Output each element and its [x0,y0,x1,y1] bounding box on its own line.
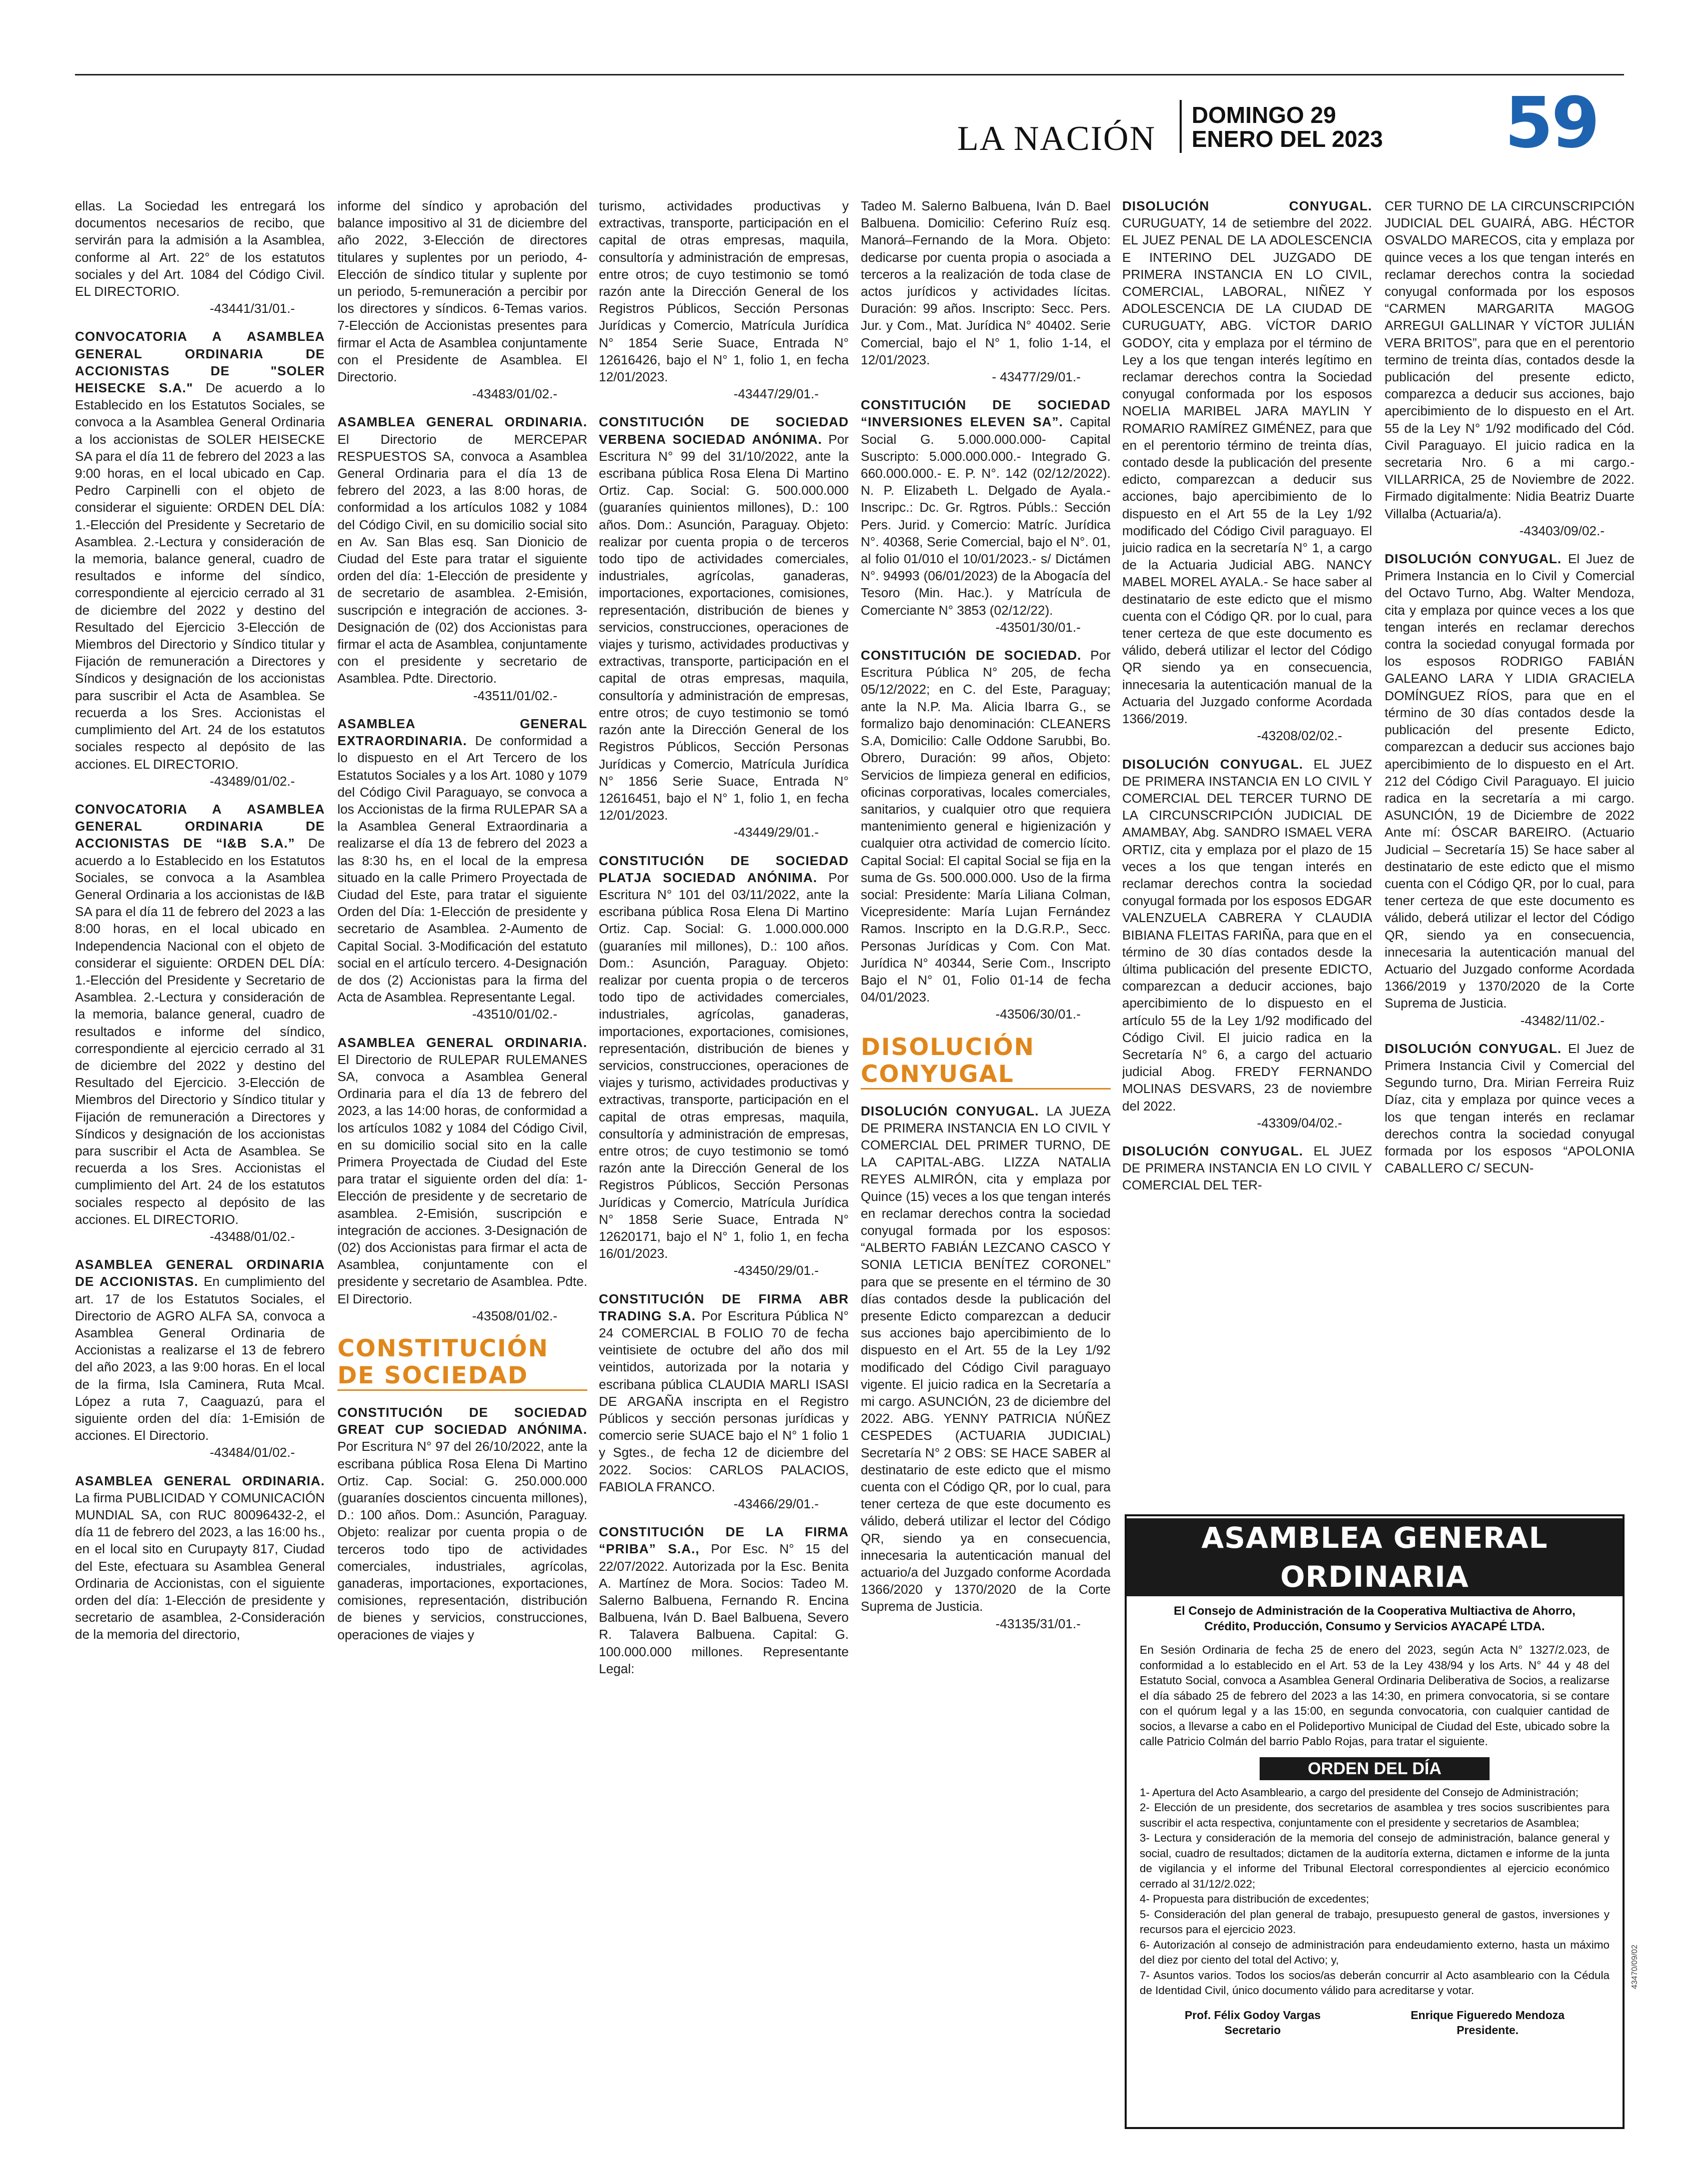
dateline-day: DOMINGO 29 [1192,102,1336,128]
notice-reference: -43483/01/02.- [472,386,557,402]
notice-reference: -43488/01/02.- [209,1228,295,1244]
dateline-date: ENERO DEL 2023 [1192,126,1383,152]
ad-agenda-title: ORDEN DEL DÍA [1260,1757,1490,1780]
ad-agenda-list [1140,1785,1610,1999]
notice-headline: DISOLUCIÓN CONYUGAL. [1122,756,1304,772]
notice-body: Por Escritura Pública N° 24 COMERCIAL B FOLIO 70 de fecha veintisiete de octubre del año dos mil veintidos, autorizada por la notaria y escribana pública CLAUDIA MARLI ISASI DE ARGAÑA inscripta en el Registro Públicos y sección personas jurídicas y comercio serie SUACE bajo el N° 1 folio 1 y Sgtes., de fecha 12 de diciembre del 2022. Socios: CARLOS PALACIOS, FABIOLA FRANCO. [599,1308,849,1494]
notice-text [1122,1142,1372,1194]
ad-signatures [1140,2008,1610,2038]
notice-headline: CONSTITUCIÓN DE FIRMA ABR TRADING S.A. [599,1291,849,1323]
signature-role: Presidente. [1457,2023,1519,2037]
legal-notice [75,801,325,1245]
notice-headline: CONSTITUCIÓN DE SOCIEDAD PLATJA SOCIEDAD ANÓNIMA. [599,853,849,885]
notice-body: El Directorio de RULEPAR RULEMANES SA, convoca a Asamblea General Ordinaria para el día 13 de febrero del 2023, a las 14:00 horas, de conformidad a los artículos 1082 y 1084 del Código Civil, en su domicilio social sito en la calle Primera Proyectada de Ciudad del Este para tratar el siguiente orden del día: 1-Elección de presidente y de secretario de asamblea. 2-Emisión, suscripción e integración de acciones. 3-Designación de (02) dos Accionistas para firmar el acta de Asamblea, conjuntamente con el presidente y secretario de Asamblea. Pdte. El Directorio. [337,1052,587,1306]
signature-name: Prof. Félix Godoy Vargas [1184,2008,1321,2022]
notice-reference: -43449/29/01.- [733,825,819,840]
ad-agenda-item: 3- Lectura y consideración de la memoria del consejo de administración, balance general y social, cuadro de resultados; dictamen de la auditoría externa, dictamen e informe de la junta de vigilancia y el informe del Tribunal Electoral correspondientes al ejercicio económico cerrado al 31/12/2.022; [1140,1832,1610,1890]
legal-notice [75,197,325,317]
assembly-advertisement [1125,1514,1625,2129]
notice-text [337,1404,587,1643]
notice-reference: -43441/31/01.- [209,301,295,316]
notice-body: ellas. La Sociedad les entregará los documentos necesarios de recibo, que servirán para la admisión a la Asamblea, conforme al Art. 22° de los estatutos sociales y del Art. 1084 del Código Civil. EL DIRECTORIO. [75,198,325,299]
notice-body: CURUGUATY, 14 de setiembre del 2022. EL JUEZ PENAL DE LA ADOLESCENCIA E INTERINO DEL JUZGADO DE PRIMERA INSTANCIA EN LO CIVIL, COMERCIAL, LABORAL, NIÑEZ Y ADOLESCENCIA DE LA CIUDAD DE CURUGUATY, ABG. VÍCTOR DARIO GODOY, cita y emplaza por el término de Ley a los que tengan interés legítimo en reclamar derechos contra la Sociedad conyugal conformada por los esposos NOELIA MARIBEL JARA MAYLIN Y ROMARIO RAMÍREZ GIMÉNEZ, para que en el perentorio término de treinta días, contado desde la publicación del presente edicto, comparezcan a deducir sus acciones, bajo apercibimiento de lo dispuesto en el Art 55 de la Ley 1/92 modificado del Código Civil paraguayo. El juicio radica en la secretaría N° 1, a cargo de la Actuaria Judicial ABG. NANCY MABEL MOREL AYALA.- Se hace saber al destinatario de este edicto que el mismo cuenta con el Código QR. por lo cual, para tener certeza de que este documento es válido, deberá utilizar el lector del Código QR siendo ya en consecuencia, innecesaria la autenticación manual de la Actuaria del Juzgado conforme Acordada 1366/2019. [1122,215,1372,727]
notice-text [75,1472,325,1643]
notice-reference: -43489/01/02.- [209,773,295,789]
notice-body: LA JUEZA DE PRIMERA INSTANCIA EN LO CIVIL Y COMERCIAL DEL PRIMER TURNO, DE LA CAPITAL-ABG. LIZZA NATALIA REYES ALMIRÓN, cita y emplaza por Quince (15) veces a los que tengan interés en reclamar derechos contra la sociedad conyugal formada por los esposos: “ALBERTO FABIÁN LEZCANO CASCO Y SONIA LETICIA BENÍTEZ CORONEL” para que se presente en el término de 30 días contados desde la publicación del presente Edicto comparezcan a deducir sus acciones bajo apercibimiento de lo dispuesto en el Art. 55 de la Ley 1/92 modificado del Código Civil paraguayo vigente. El juicio radica en la Secretaría a mi cargo. ASUNCIÓN, 23 de diciembre del 2022. ABG. YENNY PATRICIA NÚÑEZ CESPEDES (ACTUARIA JUDICIAL) Secretaría N° 2 OBS: SE HACE SABER al destinatario de este edicto que el mismo cuenta con el Código QR, por lo cual, para tener certeza de que este documento es válido, deberá utilizar el lector del Código QR, siendo ya en consecuencia, innecesaria la autenticación manual del actuario/a del Juzgado conforme Acordada 1366/2020 y 1370/2020 de la Corte Suprema de Justicia. [861,1103,1111,1614]
column-6 [1385,197,1635,1502]
notice-text [75,801,325,1228]
notice-text [1385,1040,1635,1177]
notice-reference: - 43477/29/01.- [992,369,1081,385]
legal-notice [861,396,1111,636]
notice-reference: -43447/29/01.- [733,386,819,402]
notice-body: De conformidad a lo dispuesto en el Art Tercero de los Estatutos Sociales y a los Art. 1080 y 1079 del Código Civil Paraguayo, se convoca a los Accionistas de la firma RULEPAR SA a la Asamblea General Extraordinaria a realizarse el día 13 de febrero del 2023 a las 8:30 hs, en el local de la empresa situado en la calle Primero Proyectada de Ciudad del Este, para tratar el siguiente Orden del Día: 1-Elección de presidente y secretario de Asamblea. 2-Aumento de Capital Social. 3-Modificación del estatuto social en el artículo tercero. 4-Designación de dos (2) Accionistas para la firma del Acta de Asamblea. Representante Legal. [337,733,587,1005]
legal-notice [1122,1142,1372,1194]
notice-reference: -43208/02/02.- [1257,728,1342,744]
ad-organization: El Consejo de Administración de la Cooperativa Multiactiva de Ahorro, Crédito, Producción, Consumo y Servicios AYACAPÉ LTDA. [1174,1604,1576,1633]
notice-text [337,715,587,1006]
notice-reference: -43484/01/02.- [209,1445,295,1460]
legal-notice [337,1404,587,1643]
notice-headline: DISOLUCIÓN CONYUGAL. [1385,551,1562,567]
ad-body: En Sesión Ordinaria de fecha 25 de enero del 2023, según Acta N° 1327/2.023, de conformidad a lo establecido en el Art. 53 de la Ley 438/94 y los Arts. N° 44 y 48 del Estatuto Social, convoca a Asamblea General Ordinaria Deliberativa de Socios, a realizarse el día sábado 25 de febrero del 2023 a las 14:30, en primera convocatoria, si se contare con el quórum legal y a las 15:00, en segunda convocatoria, con cualquier cantidad de socios, a llevarse a cabo en el Polideportivo Municipal de Ciudad del Este, ubicado sobre la calle Patricio Colmán del barrio Pablo Rojas, para tratar el siguiente. [1140,1643,1610,1748]
notice-text [1122,197,1372,727]
notice-text [1122,756,1372,1114]
notice-text [861,396,1111,619]
legal-notice [599,1523,849,1677]
notice-body: informe del síndico y aprobación del balance impositivo al 31 de diciembre del año 2022, 3-Elección de directores titulares y suplentes por un periodo, 4-Elección de síndico titular y suplente por un periodo, 5-remuneración a percibir por los directores y síndicos. 6-Temas varios. 7-Elección de Accionistas presentes para firmar el Acta de Asamblea conjuntamente con el Presidente de Asamblea. El Directorio. [337,198,587,385]
notice-reference: -43508/01/02.- [472,1308,557,1323]
notice-headline: DISOLUCIÓN CONYUGAL. [1122,1143,1304,1158]
notice-text [599,197,849,385]
ad-agenda-item: 1- Apertura del Acto Asambleario, a cargo del presidente del Consejo de Administración; [1140,1786,1579,1799]
legal-notice [599,852,849,1279]
notice-body: En cumplimiento del art. 17 de los Estatutos Sociales, el Directorio de AGRO ALFA SA, convoca a Asamblea General Ordinaria de Accionistas a realizarse el 13 de febrero del año 2023, a las 9:00 horas. En el local de la firma, Isla Caminera, Ruta Mcal. López a ruta 7, Caaguazú, para el siguiente orden del día: 1-Emisión de acciones. El Directorio. [75,1274,325,1443]
notice-headline: CONSTITUCIÓN DE SOCIEDAD. [861,648,1082,663]
page-header [0,0,1699,170]
notice-headline: CONVOCATORIA A ASAMBLEA GENERAL ORDINARIA DE ACCIONISTAS DE "SOLER HEISECKE S.A." [75,329,325,396]
section-heading-text: CONSTITUCIÓN DE SOCIEDAD [337,1335,587,1391]
notice-headline: CONVOCATORIA A ASAMBLEA GENERAL ORDINARIA DE ACCIONISTAS DE “I&B S.A.” [75,801,325,851]
notice-text [599,1290,849,1495]
notice-text [861,197,1111,368]
notice-body: Por Escritura N° 99 del 31/10/2022, ante la escribana pública Rosa Elena Di Martino Ortiz. Cap. Social: G. 500.000.000 (guaraníes quinientos millones), D.: 100 años. Dom.: Asunción, Paraguay. Objeto: realizar por cuenta propia o de terceros todo tipo de actividades comerciales, industriales, agrícolas, ganaderas, importaciones, exportaciones, comisiones, representación, distribución de bienes y servicios, construcciones, operaciones de viajes y turismo, actividades productivas y extractivas, transporte, participación en el capital de otras empresas, maquila, consultoría y administración de empresas, entre otros; de cuyo testimonio se tomó razón ante la Dirección General de los Registros Públicos, Sección Personas Jurídicas y Comercio, Matrícula Jurídica N° 1856 Serie Suace, Entrada N° 12616451, bajo el N° 1, folio 1, en fecha 12/01/2023. [599,431,849,823]
column-1 [75,197,325,2127]
signature-name: Enrique Figueredo Mendoza [1411,2008,1565,2022]
notice-text [337,413,587,687]
legal-notice [861,1102,1111,1632]
legal-notice [75,1472,325,1643]
notice-headline: DISOLUCIÓN CONYUGAL. [1122,198,1372,213]
legal-notice [599,197,849,402]
notice-text [599,1523,849,1677]
legal-notice [861,197,1111,385]
notice-reference: -43135/31/01.- [995,1616,1081,1631]
notice-body: Por Escritura N° 101 del 03/11/2022, ante la escribana pública Rosa Elena Di Martino Ortiz. Cap. Social: G. 1.000.000.000 (guaraníes mil millones), D.: 100 años. Dom.: Asunción, Paraguay. Objeto: realizar por cuenta propia o de terceros todo tipo de actividades comerciales, industriales, agrícolas, ganaderas, importaciones, exportaciones, comisiones, representación, distribución de bienes y servicios, construcciones, operaciones de viajes y turismo, actividades productivas y extractivas, transporte, participación en el capital de otras empresas, maquila, consultoría y administración de empresas, entre otros; de cuyo testimonio se tomó razón ante la Dirección General de los Registros Públicos, Sección Personas Jurídicas y Comercio, Matrícula Jurídica N° 1858 Serie Suace, Entrada N° 12620171, bajo el N° 1, folio 1, en fecha 16/01/2023. [599,870,849,1261]
ad-agenda-item: 7- Asuntos varios. Todos los socios/as deberán concurrir al Acto asambleario con la Cédula de Identidad Civil, único documento válido para acreditarse y votar. [1140,1969,1610,1997]
notice-headline: CONSTITUCIÓN DE SOCIEDAD “INVERSIONES ELEVEN SA”. [861,397,1111,430]
notice-headline: CONSTITUCIÓN DE SOCIEDAD VERBENA SOCIEDAD ANÓNIMA. [599,414,849,447]
column-3 [599,197,849,2127]
notice-body: La firma PUBLICIDAD Y COMUNICACIÓN MUNDIAL SA, con RUC 80096432-2, el día 11 de febrero del 2023, a las 16:00 hs., en el local sito en Curupayty 817, Ciudad del Este, efectuara su Asamblea General Ordinaria de Accionistas, con el siguiente orden del día: 1-Elección de presidente y secretario de asamblea, 2-Consideración de la memoria del directorio, [75,1490,325,1642]
notice-headline: ASAMBLEA GENERAL EXTRAORDINARIA. [337,716,587,749]
notice-headline: DISOLUCIÓN CONYUGAL. [1385,1041,1562,1056]
notice-body: El Juez de Primera Instancia en lo Civil y Comercial del Octavo Turno, Abg. Walter Mendoza, cita y emplaza por quince veces a los que tengan interés en reclamar derechos contra la sociedad conyugal formada por los esposos RODRIGO FABIÁN GALEANO LARA Y LIDIA GRACIELA DOMÍNGUEZ RÍOS, para que en el término de 30 días contados desde la publicación del presente Edicto, comparezcan a deducir sus acciones bajo apercibimiento de lo dispuesto en el Art. 212 del Código Civil Paraguayo. El juicio radica en la secretaría a mi cargo. ASUNCIÓN, 19 de Diciembre de 2022 Ante mí: ÓSCAR BAREIRO. (Actuario Judicial – Secretaría 15) Se hace saber al destinatario de este edicto que el mismo cuenta con el Código QR, por lo cual, para tener certeza de que este documento es válido, deberá utilizar el lector del Código QR, siendo ya en consecuencia, innecesaria la autenticación manual del Actuario del Juzgado conforme Acordada 1366/2019 y 1370/2020 de la Corte Suprema de Justicia. [1385,551,1635,1011]
header-rule [75,74,1624,75]
notice-headline: ASAMBLEA GENERAL ORDINARIA DE ACCIONISTAS. [75,1257,325,1289]
notice-headline: ASAMBLEA GENERAL ORDINARIA. [337,414,587,430]
notice-reference: -43501/30/01.- [995,619,1081,635]
legal-notice [1122,756,1372,1131]
notice-body: El Directorio de MERCEPAR RESPUESTOS SA, convoca a Asamblea General Ordinaria para el día 13 de febrero del 2023, a las 8:00 horas, de conformidad a los artículos 1082 y 1084 del Código Civil, en su domicilio social sito en Av. San Blas esq. San Dionicio de Ciudad del Este para tratar el siguiente orden del día: 1-Elección de presidente y de secretario de asamblea. 2-Emisión, suscripción e integración de acciones. 3-Designación de (02) dos Accionistas para firmar el acta de Asamblea, conjuntamente con el presidente y secretario de Asamblea. Pdte. Directorio. [337,431,587,686]
ad-reference-code: 43470/09/02 [1631,1945,1639,1989]
notice-reference: -43482/11/02.- [1520,1013,1605,1028]
notice-body: EL JUEZ DE PRIMERA INSTANCIA EN LO CIVIL Y COMERCIAL DEL TERCER TURNO DE LA CIRCUNSCRIPCIÓN JUDICIAL DE AMAMBAY, Abg. SANDRO ISMAEL VERA ORTIZ, cita y emplaza por el plazo de 15 veces a los que tengan interés en reclamar derechos contra la sociedad conyugal formada por los esposos EDGAR VALENZUELA CABRERA Y CLAUDIA BIBIANA FLEITAS FARIÑA, para que en el término de 30 días contados desde la última publicación del presente EDICTO, comparezcan a deducir acciones, bajo apercibimiento de lo dispuesto en el artículo 55 de la Ley 1/92 modificado del Código Civil. El juicio radica en la Secretaría N° 6, a cargo del actuario judicial Abog. FREDY FERNANDO MOLINAS DESVARS, 23 de noviembre del 2022. [1122,756,1372,1113]
masthead-logo: LA NACIÓN [957,119,1156,158]
column-5 [1122,197,1372,1502]
notice-body: CER TURNO DE LA CIRCUNSCRIPCIÓN JUDICIAL DEL GUAIRÁ, ABG. HÉCTOR OSVALDO MARECOS, cita y emplaza por quince veces a los que tengan interés en reclamar derechos contra la sociedad conyugal conformada por los esposos “CARMEN MARGARITA MAGOG ARREGUI GALLINAR Y VÍCTOR JULIÁN VERA BRITOS”, para que en el perentorio termino de treinta días, contados desde la publicación del presente edicto, comparezca a deducir sus acciones, bajo apercibimiento de lo dispuesto en el Art. 55 de la Ley N° 1/92 modificado del Cód. Civil Paraguayo. El juicio radica en la secretaria Nro. 6 a mi cargo.- VILLARRICA, 25 de Noviembre de 2022. Firmado digitalmente: Nidia Beatriz Duarte Villalba (Actuaria/a). [1385,198,1635,521]
section-heading [861,1034,1111,1090]
notice-reference: -43510/01/02.- [472,1007,557,1022]
notice-body: EL JUEZ DE PRIMERA INSTANCIA EN LO CIVIL Y COMERCIAL DEL TER- [1122,1143,1372,1193]
notice-headline: ASAMBLEA GENERAL ORDINARIA. [337,1035,587,1050]
notice-body: De acuerdo a lo Establecido en los Estatutos Sociales, se convoca a la Asamblea General Ordinaria a los accionistas de SOLER HEISECKE SA para el día 11 de febrero del 2023 a las 9:00 horas, en el local ubicado en Cap. Pedro Carpinelli con el objeto de considerar el siguiente: ORDEN DEL DÍA: 1.-Elección del Presidente y Secretario de Asamblea. 2.-Lectura y consideración de la memoria, balance general, cuadro de resultados e informe del síndico, correspondiente al ejercicio cerrado al 31 de diciembre del 2022 y destino del Resultado del Ejercicio 3-Elección de Miembros del Directorio y Síndico titular y Fijación de remuneración a Directores y Síndicos y designación de los accionistas para suscribir el Acta de Asamblea. Se recuerda a los Sres. Accionistas el cumplimiento del Art. 24 de los estatutos sociales respecto al depósito de las acciones. EL DIRECTORIO. [75,380,325,772]
notice-reference: -43450/29/01.- [733,1263,819,1278]
page-number: 59 [1505,82,1598,164]
legal-notice [1385,1040,1635,1177]
notice-text [75,1256,325,1444]
notice-reference: -43466/29/01.- [733,1496,819,1512]
legal-notice [599,413,849,841]
ad-agenda-item: 2- Elección de un presidente, dos secretarios de asamblea y tres socios suscribientes para suscribir el acta respectiva, conjuntamente con el presidente y secretarios de Asamblea; [1140,1801,1610,1829]
legal-notice [337,413,587,704]
signature-president [1411,2008,1565,2038]
notice-body: De acuerdo a lo Establecido en los Estatutos Sociales, se convoca a la Asamblea General Ordinaria a los accionistas de I&B SA para el día 11 de febrero del 2023 a las 8:00 horas, en el local ubicado en Independencia Nacional con el objeto de considerar el siguiente: ORDEN DEL DÍA: 1.-Elección del Presidente y Secretario de Asamblea. 2.-Lectura y consideración de la memoria, balance general, cuadro de resultados e informe del síndico, correspondiente al ejercicio cerrado al 31 de diciembre del 2022 y destino del Resultado del Ejercicio. 3-Elección de Miembros del Directorio y Síndico titular y Fijación de remuneración a Directores y Síndicos y designación de los accionistas para suscribir el Acta de Asamblea. Se recuerda a los Sres. Accionistas el cumplimiento del Art. 24 de los estatutos sociales respecto al depósito de las acciones. EL DIRECTORIO. [75,836,325,1227]
ad-agenda-item: 6- Autorización al consejo de administración para endeudamiento externo, hasta un máximo del diez por ciento del total del Activo; y, [1140,1938,1610,1966]
ad-agenda-item: 4- Propuesta para distribución de excedentes; [1140,1893,1370,1905]
notice-text [861,647,1111,1006]
column-4 [861,197,1111,2127]
notice-text [861,1102,1111,1615]
notice-body: Por Escritura N° 97 del 26/10/2022, ante la escribana pública Rosa Elena Di Martino Ortiz. Cap. Social: G. 250.000.000 (guaraníes doscientos cincuenta millones), D.: 100 años. Dom.: Asunción, Paraguay. Objeto: realizar por cuenta propia o de terceros todo tipo de actividades comerciales, industriales, agrícolas, ganaderas, importaciones, exportaciones, comisiones, representación, distribución de bienes y servicios, construcciones, operaciones de viajes y [337,1439,587,1642]
notice-headline: ASAMBLEA GENERAL ORDINARIA. [75,1473,325,1488]
legal-notice [1385,197,1635,539]
legal-notice [599,1290,849,1513]
column-2 [337,197,587,2127]
notice-text [337,1034,587,1307]
signature-role: Secretario [1224,2023,1281,2037]
legal-notice [861,647,1111,1023]
legal-notice [337,1034,587,1324]
notice-body: Por Esc. N° 15 del 22/07/2022. Autorizada por la Esc. Benita A. Martínez de Mora. Socios: Tadeo M. Salerno Balbuena, Fernando R. Encina Balbuena, Iván D. Bael Balbuena, Severo R. Talavera Balbuena. Capital: G. 100.000.000 millones. Representante Legal: [599,1541,849,1676]
section-heading [337,1335,587,1391]
legal-notice [75,1256,325,1461]
notice-text [75,197,325,300]
notice-body: turismo, actividades productivas y extractivas, transporte, participación en el capital de otras empresas, maquila, consultoría y administración de empresas, entre otros; de cuyo testimonio se tomó razón ante la Dirección General de los Registros Públicos, Sección Personas Jurídicas y Comercio, Matrícula Jurídica N° 1854 Serie Suace, Entrada N° 12616426, bajo el N° 1, folio 1, en fecha 12/01/2023. [599,198,849,385]
legal-notice [1385,550,1635,1029]
section-heading-text: DISOLUCIÓN CONYUGAL [861,1034,1111,1090]
legal-notice [1122,197,1372,745]
legal-notice [337,715,587,1023]
signature-secretary [1185,2008,1321,2038]
notice-reference: -43309/04/02.- [1257,1115,1342,1130]
notice-text [1385,550,1635,1012]
dateline [1192,103,1383,151]
legal-notice [337,197,587,402]
notice-text [75,328,325,772]
notice-headline: CONSTITUCIÓN DE LA FIRMA “PRIBA” S.A., [599,1524,849,1557]
notice-body: Por Escritura Pública N° 205, de fecha 05/12/2022; en C. del Este, Paraguay; ante la N.P. Ma. Alicia Ibarra G., se formalizo bajo denominación: CLEANERS S.A, Domicilio: Calle Oddone Sarubbi, Bo. Obrero, Duración: 99 años, Objeto: Servicios de limpieza general en edificios, oficinas corporativas, locales comerciales, sanitarios, y cualquier otro que requiera mantenimiento general e higienización y cualquier otra actividad de comercio lícito. Capital Social: El capital Social se fija en la suma de Gs. 500.000.000. Uso de la firma social: Presidente: María Liliana Colman, Vicepresidente: María Lujan Fernández Ramos. Inscripto en la D.G.R.P., Secc. Personas Jurídicas y Com. Con Mat. Jurídica N° 40344, Serie Com., Inscripto Bajo el N° 01, Folio 01-14 de fecha 04/01/2023. [861,648,1111,1005]
ad-title: ASAMBLEA GENERAL ORDINARIA [1127,1518,1623,1596]
notice-reference: -43506/30/01.- [995,1007,1081,1022]
notice-reference: -43511/01/02.- [473,688,557,703]
notice-text [599,852,849,1262]
legal-notice [75,328,325,789]
notice-body: El Juez de Primera Instancia Civil y Comercial del Segundo turno, Dra. Mirian Ferreira Ruiz Díaz, cita y emplaza por quince veces a los que tengan interés en reclamar derechos contra la sociedad conyugal formada por los esposos “APOLONIA CABALLERO C/ SECUN- [1385,1041,1635,1176]
notice-headline: CONSTITUCIÓN DE SOCIEDAD GREAT CUP SOCIEDAD ANÓNIMA. [337,1405,587,1437]
notice-reference: -43403/09/02.- [1519,523,1605,538]
masthead-divider [1180,100,1182,153]
notice-text [599,413,849,824]
notice-body: Tadeo M. Salerno Balbuena, Iván D. Bael Balbuena. Domicilio: Ceferino Ruíz esq. Manorá–Fernando de la Mora. Objeto: dedicarse por cuenta propia o asociada a terceros a la realización de toda clase de actos jurídicos y actividades lícitas. Duración: 99 años. Inscripto: Secc. Pers. Jur. y Com., Mat. Jurídica N° 40402. Serie Comercial, bajo el N° 1, folio 1-14, el 12/01/2023. [861,198,1111,367]
notice-body: Capital Social G. 5.000.000.000- Capital Suscripto: 5.000.000.000.- Integrado G. 660.000.000.- E. P. N°. 142 (02/12/2022). N. P. Elizabeth L. Delgado de Ayala.- Inscripc.: Dc. Gr. Rgtros. Públs.: Sección Pers. Jurid. y Comercio: Matríc. Jurídica N°. 40368, Serie Comercial, bajo el N°. 01, al folio 01/010 el 10/01/2023.- s/ Dictámen N°. 94993 (06/01/2023) de la Abogacía del Tesoro (Min. Hac.). y Matrícula de Comerciante N° 3853 (02/12/22). [861,414,1111,618]
ad-agenda-item: 5- Consideración del plan general de trabajo, presupuesto general de gastos, inversiones y recursos para el ejercicio 2023. [1140,1908,1610,1936]
notice-text [1385,197,1635,522]
notice-headline: DISOLUCIÓN CONYUGAL. [861,1103,1039,1118]
notice-text [337,197,587,385]
